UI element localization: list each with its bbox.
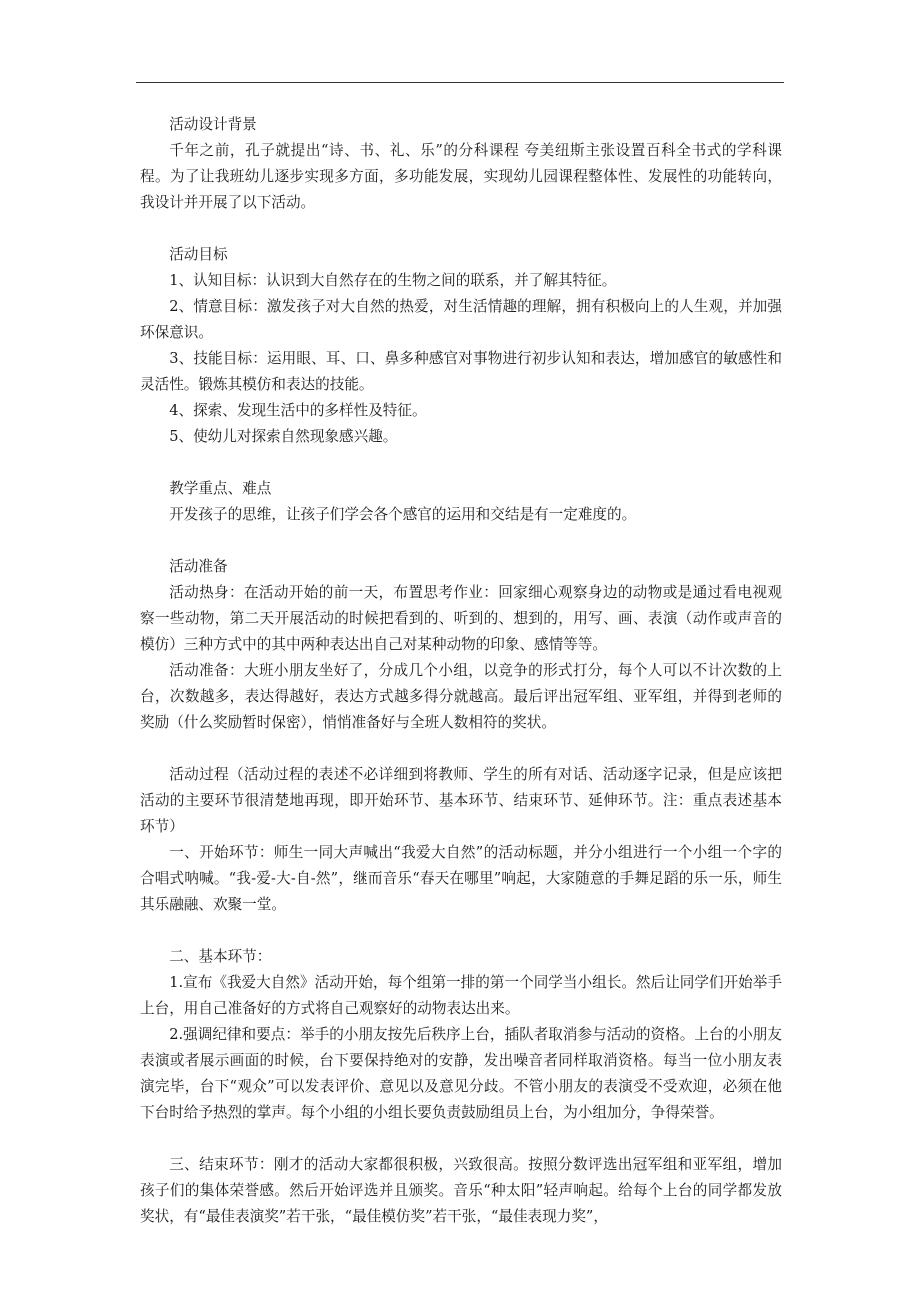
section-heading-focus: 教学重点、难点 bbox=[169, 480, 272, 497]
spacer bbox=[140, 450, 782, 476]
spacer bbox=[140, 216, 782, 242]
document-body bbox=[140, 112, 782, 1230]
background-paragraph: 千年之前，孔子就提出“诗、书、礼、乐”的分科课程 夸美纽斯主张设置百科全书式的学科课程。为了让我班幼儿逐步实现多方面，多功能发展，实现幼儿园课程整体性、发展性的功能转向，我设计并开展了以下活动。 bbox=[140, 142, 782, 211]
spacer bbox=[140, 736, 782, 762]
goal-item-2: 2、情意目标：激发孩子对大自然的热爱，对生活情趣的理解，拥有积极向上的人生观，并加强环保意识。 bbox=[140, 298, 782, 341]
section-heading-preparation: 活动准备 bbox=[169, 558, 228, 575]
focus-paragraph: 开发孩子的思维，让孩子们学会各个感官的运用和交结是有一定难度的。 bbox=[169, 506, 637, 523]
goal-item-3: 3、技能目标：运用眼、耳、口、鼻多种感官对事物进行初步认知和表达，增加感官的敏感性和灵活性。锻炼其模仿和表达的技能。 bbox=[140, 350, 782, 393]
section-heading-basic: 二、基本环节： bbox=[169, 948, 272, 965]
goal-item-1: 1、认知目标：认识到大自然存在的生物之间的联系，并了解其特征。 bbox=[169, 272, 617, 289]
spacer bbox=[140, 918, 782, 944]
header-rule bbox=[136, 82, 784, 83]
section-heading-process: 活动过程（活动过程的表述不必详细到将教师、学生的所有对话、活动逐字记录，但是应该把活动的主要环节很清楚地再现，即开始环节、基本环节、结束环节、延伸环节。注：重点表述基本环节） bbox=[140, 766, 782, 835]
basic-step-2: 2.强调纪律和要点：举手的小朋友按先后秩序上台，插队者取消参与活动的资格。上台的小朋友表演或者展示画面的时候，台下要保持绝对的安静，发出噪音者同样取消资格。每当一位小朋友表演完毕，台下“观众”可以发表评价、意见以及意见分歧。不管小朋友的表演受不受欢迎，必须在他下台时给予热烈的掌声。每个小组的小组长要负责鼓励组员上台，为小组加分，争得荣誉。 bbox=[140, 1026, 782, 1121]
process-start-paragraph: 一、开始环节：师生一同大声喊出“我爱大自然”的活动标题，并分小组进行一个小组一个字的合唱式呐喊。“我-爱-大-自-然”，继而音乐“春天在哪里”响起，大家随意的手舞足蹈的乐一乐，师生其乐融融、欢聚一堂。 bbox=[140, 844, 782, 913]
goal-item-5: 5、使幼儿对探索自然现象感兴趣。 bbox=[169, 428, 398, 445]
section-heading-background: 活动设计背景 bbox=[169, 116, 257, 133]
prep-ready-paragraph: 活动准备：大班小朋友坐好了，分成几个小组，以竞争的形式打分，每个人可以不计次数的上台，次数越多，表达得越好，表达方式越多得分就越高。最后评出冠军组、亚军组，并得到老师的奖励（什么奖励暂时保密），悄悄准备好与全班人数相符的奖状。 bbox=[140, 662, 782, 731]
basic-step-1: 1.宣布《我爱大自然》活动开始，每个组第一排的第一个同学当小组长。然后让同学们开始举手上台，用自己准备好的方式将自己观察好的动物表达出来。 bbox=[140, 974, 782, 1017]
goal-item-4: 4、探索、发现生活中的多样性及特征。 bbox=[169, 402, 427, 419]
section-heading-goals: 活动目标 bbox=[169, 246, 228, 263]
prep-warmup-paragraph: 活动热身：在活动开始的前一天，布置思考作业：回家细心观察身边的动物或是通过看电视观察一些动物，第二天开展活动的时候把看到的、听到的、想到的，用写、画、表演（动作或声音的模仿）三种方式中的其中两种表达出自己对某种动物的印象、感情等等。 bbox=[140, 584, 782, 653]
spacer bbox=[140, 528, 782, 554]
spacer bbox=[140, 1126, 782, 1152]
end-paragraph: 三、结束环节：刚才的活动大家都很积极，兴致很高。按照分数评选出冠军组和亚军组，增加孩子们的集体荣誉感。然后开始评选并且颁奖。音乐“种太阳”轻声响起。给每个上台的同学都发放奖状，有“最佳表演奖”若干张，“最佳模仿奖”若干张，“最佳表现力奖”， bbox=[140, 1156, 782, 1225]
